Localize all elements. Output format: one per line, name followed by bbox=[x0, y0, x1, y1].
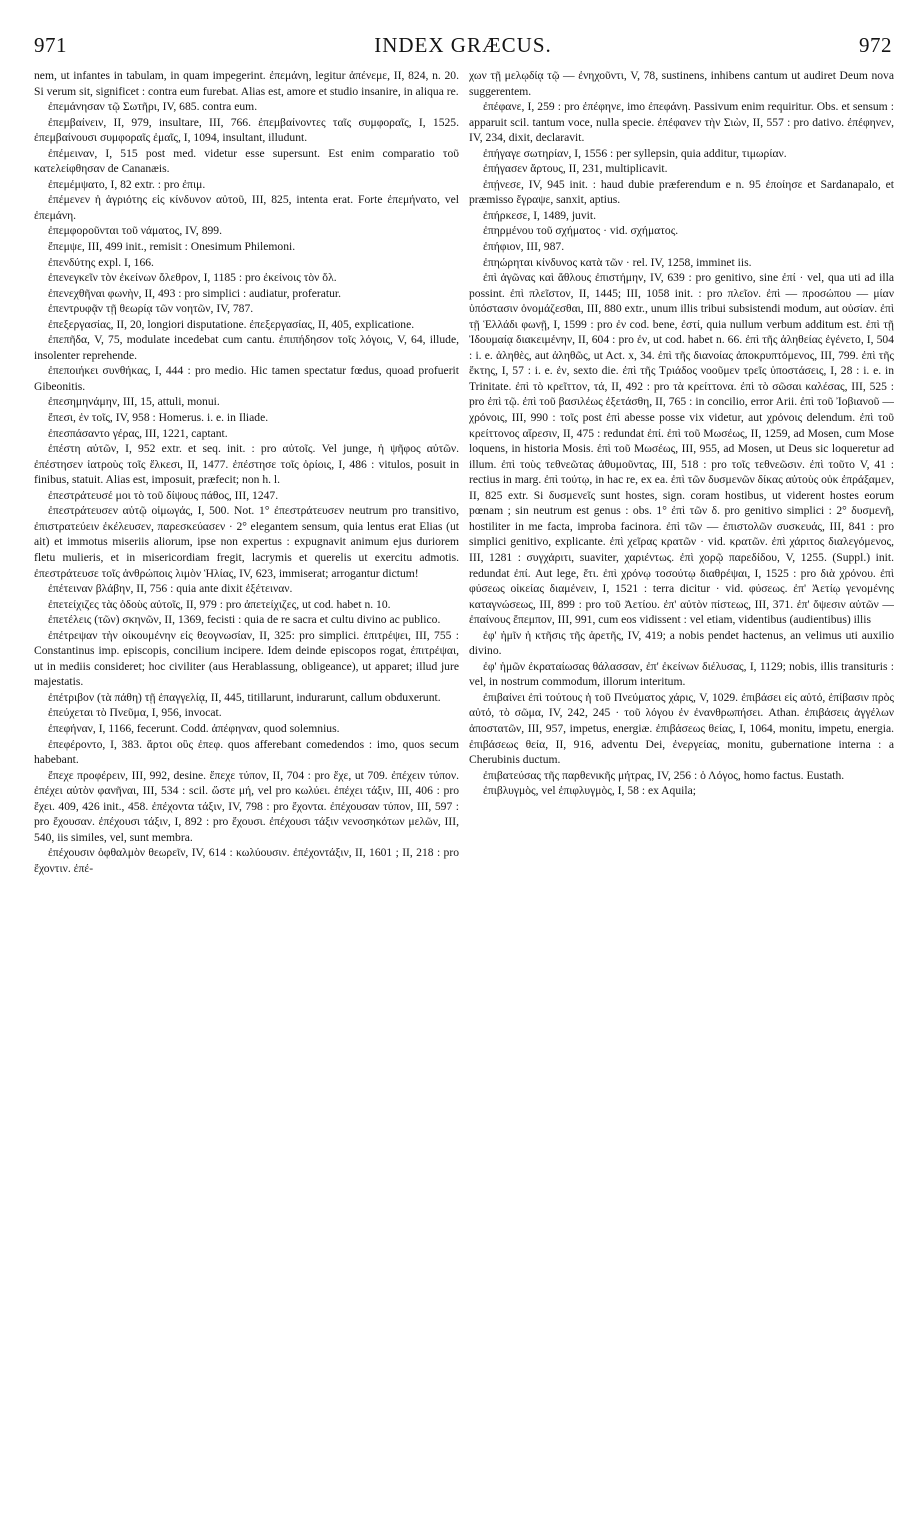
index-entry: ἐπεμβαίνειν, II, 979, insultare, III, 766. ἐπεμβαίνοντες ταῖς συμφοραῖς, I, 1525. ἐπεμβαίνουσι συμφοραῖς ἐμαῖς, I, 1094, insultant, illudunt. bbox=[34, 115, 459, 145]
index-entry: ἐπεστράτευσέ μοι τὸ τοῦ δίψους πάθος, III, 1247. bbox=[48, 488, 279, 502]
index-entry: ἐπιβατεύσας τῆς παρθενικῆς μήτρας, IV, 256 : ὁ Λόγος, homo factus. Eustath. bbox=[483, 768, 845, 782]
index-entry: ἐπενεγκεῖν τὸν ἐκείνων ὄλεθρον, I, 1185 : pro ἐκείνοις τὸν ὄλ. bbox=[48, 271, 337, 285]
index-entry: ἐφ' ἡμῖν ἡ κτῆσις τῆς ἀρετῆς, IV, 419; a nobis pendet hactenus, an velimus uti auxilio divino. bbox=[469, 628, 894, 658]
index-entry: ἐπήφιον, III, 987. bbox=[483, 240, 565, 254]
running-title: INDEX GRÆCUS. bbox=[374, 33, 552, 57]
index-entry: ἐπεσπάσαντο γέρας, III, 1221, captant. bbox=[48, 426, 228, 440]
index-entry: ἐπεπῆδα, V, 75, modulate incedebat cum cantu. ἐπιπήδησον τοῖς λόγοις, V, 64, illude, insolenter reprehende. bbox=[34, 333, 459, 362]
index-entry: ἐπέμειναν, I, 515 post med. videtur esse supersunt. Est enim comparatio τοῦ κατελείφθησαν de Cananæis. bbox=[34, 146, 459, 176]
index-entry: ἐπέφανε, I, 259 : pro ἐπέφηνε, imo ἐπεφάνη. Passivum enim requiritur. Obs. et sensum : apparuit scil. tantum voce, nulla specie. ἐπέφανεν τὴν Σιὼν, II, 557 : pro dativo. ἐπέφηνεν, IV, 234, dixit, declaravit. bbox=[469, 100, 894, 145]
index-entry: ἐπήγαγε σωτηρίαν, I, 1556 : per syllepsin, quia additur, τιμωρίαν. bbox=[483, 146, 787, 160]
left-column bbox=[34, 68, 459, 1528]
index-entry: χων τῇ μελῳδίᾳ τῷ — ἐνηχοῦντι, V, 78, sustinens, inhibens cantum ut audiret Deum nova suggerentem. bbox=[469, 69, 894, 98]
index-entry: ἐπήρκεσε, I, 1489, juvit. bbox=[483, 208, 596, 222]
index-entry: ἐπέτριβον (τὰ πάθη) τῇ ἐπαγγελίᾳ, II, 445, titillarunt, indurarunt, callum obduxerunt. bbox=[48, 690, 441, 704]
index-entry: ἐπεστράτευσεν αὐτῷ οἰμωγάς, I, 500. Not. 1° ἐπεστράτευσεν neutrum pro transitivo, ἐπιστρατεύειν ἐκέλευσεν, παρεσκεύασεν · 2° elegantem sensum, quia lentus erat Elias (ut ait) et immotus miseriis aliorum, ipse non expertus : expugnavit animum ejus duriorem fletu mulieris, et in misericordiam fregit, lacrymis et querelis ut exercitu admotis. ἐπεστράτευσε τοῖς ἀνθρώποις λιμὸν Ἡλίας, IV, 623, immiserat; arrogantur dictum! bbox=[34, 504, 459, 580]
index-entry: ἐπὶ ἀγῶνας καὶ ἄθλους ἐπιστήμην, IV, 639 : pro genitivo, sine ἐπί · vel, qua uti ad illa possint. ἐπὶ πλεῖστον, II, 1445; III, 1058 init. : pro πλεῖον. ἐπὶ — προσώπου — μίαν ὑπόστασιν ὀνομάζεσθαι, III, 880 extr., unum illis tribui subsistendi modum, aut οὐσίαν. ἐπὶ τῇ Ἑλλάδι φωνῇ, I, 1599 : pro ἐν cod. bene, ἐστί, quia nullum verbum additum est. ἐπὶ τῇ Ἰδουμαίᾳ διακειμένην, II, 604 : pro ἐν, ut cod. habet n. 66. ἐπὶ τῆς ἀληθείας ἐγένετο, I, 504 : i. e. ἀληθὲς, aut ἀληθῶς, ut Act. x, 34. ἐπὶ τῆς διανοίας ἀποκρυπτόμενος, III, 799. ἐπὶ τῆς ἕκτης, I, 57 : i. e. ἐν, sexto die. ἐπὶ τῆς Τριάδος νοοῦμεν τρεῖς ὑποστάσεις, I, 28 : i. e. in Trinitate. ἐπὶ τὸ κρεῖττον, τά, II, 492 : pro τὰ κρείττονα. ἐπὶ τὸ σῶσαι καλέσας, III, 525 : pro ἐπὶ τῷ. ἐπὶ τοῦ βασιλέως ἐξετάσθη, II, 765 : in concilio, error Arii. ἐπὶ τοῦ Ἰοβιανοῦ — χρόνοις, III, 990 : τοῖς post ἐπὶ abesse posse vix videtur, aut χρόνοις delendum. ἐπὶ τοῦ κρείττονος αἵρεσιν, II, 475 : redundat ἐπί. ἐπὶ τοῦ Μωσέως, II, 1259, ad Mosen, cum Mose loquens, in historia Mosis. ἐπὶ τοῦ Μωσέως, III, 955, ad Mosen, ut Deus sic loqueretur ad illum. ἐπὶ τοὺς τεθνεῶτας ἀθυμοῦντας, III, 518 : pro τοῖς τεθνεῶσιν. ἐπὶ τοῦτο V, 41 : rectius in marg. ἐπὶ τούτῳ, in hac re, ex ea. ἐπὶ τῶν δυσμενῶν δίκας αὐτοὺς οὐκ ἐπράξαμεν, II, 825 extr. Si δυσμενεῖς sunt hostes, sign. coram hostibus, ut viderent hostes eorum pœnam ; sin neutrum est genus : obs. 1° ἐπὶ τῶν δ. pro genitivo simplici : 2° δυσμενῆ, hostiliter in me facta, improba facinora. ἐπὶ τῶν — ἐπιστολῶν συσκευάς, III, 841 : pro simplici genitivo, explicante. ἐπὶ χεῖρας κρατῶν · vid. κρατῶν. ἐπὶ χάριτος διαλεγόμενος, III, 1281 : συγχάριτι, suaviter, χαριέντως. ἐπὶ χορῷ παρεδίδου, V, 1255. (Suppl.) init. redundat ἐπί. Aut lege, ἔτι. ἐπὶ χρόνῳ τοσούτῳ διαθρέψαι, I, 1525 : pro διὰ χρόνου. ἐπὶ φύσεως οἰκείας διαμένειν, I, 1521 : terra dicitur · vid. φύσεως. ἐπ' Ἀετίῳ γενομένης καταγνώσεως, III, 899 : pro τοῦ Ἀετίου. ἐπ' αὐτὸν πίστεως, III, 371. ἐπ' ὄψεσιν αὐτῶν — ἐπαίνους ἔπεμπον, III, 991, cum eos vidissent : vel etiam, videntibus (audientibus) illis bbox=[469, 271, 894, 627]
index-entry: ἐπεποιήκει συνθήκας, I, 444 : pro medio. Hic tamen spectatur fœdus, quoad profuerit Gibeonitis. bbox=[34, 364, 459, 393]
index-entry: ἐπῄνεσε, IV, 945 init. : haud dubie præferendum e n. 95 ἐποίησε et Sardanapalo, et præmisso ἔγραψε, sanxit, aptius. bbox=[469, 177, 894, 207]
page-header bbox=[34, 33, 892, 63]
index-entry: ἐπεντρυφᾷν τῇ θεωρίᾳ τῶν νοητῶν, IV, 787. bbox=[48, 302, 254, 316]
index-entry: ἐπεφέροντο, I, 383. ἄρτοι οὓς ἐπεφ. quos afferebant comedendos : imo, quos secum habebant. bbox=[34, 737, 459, 767]
page-number-right: 972 bbox=[859, 33, 892, 57]
index-entry: ἐπετέλεις (τῶν) σκηνῶν, II, 1369, fecisti : quia de re sacra et cultu divino ac publico. bbox=[48, 613, 441, 627]
index-entry: ἐπέστη αὐτῶν, I, 952 extr. et seq. init. : pro αὐτοῖς. Vel junge, ἡ ψῆφος αὐτῶν. ἐπέστησεν ἰατροὺς τοῖς ἕλκεσι, II, 1477. ἐπέστησε τοῖς ὁρίοις, I, 486 : vitulos, posuit in finibus, statuit. Alias est, imposuit, præfecit; non h. l. bbox=[34, 442, 459, 487]
index-entry: ἐπέμενεν ἡ ἀγριότης εἰς κίνδυνον αὐτοῦ, III, 825, intenta erat. Forte ἐπεμήνατο, vel ἐπεμάνη. bbox=[34, 193, 459, 222]
index-entry: ἔπεμψε, III, 499 init., remisit : Onesimum Philemoni. bbox=[48, 240, 296, 254]
index-entry: ἐπέχουσιν ὀφθαλμὸν θεωρεῖν, IV, 614 : κωλύουσιν. ἐπέχοντάξιν, II, 1601 ; II, 218 : pro ἔχοντιν. ἐπέ- bbox=[34, 846, 459, 875]
index-entry: ἐπενδύτης expl. I, 166. bbox=[48, 255, 154, 269]
index-entry: ἐπεσημηνάμην, III, 15, attuli, monui. bbox=[48, 395, 220, 409]
index-entry: ἔπεσι, ἐν τοῖς, IV, 958 : Homerus. i. e. in Iliade. bbox=[48, 411, 269, 425]
index-entry: ἐπέτρεψαν τὴν οἰκουμένην εἰς θεογνωσίαν, II, 325: pro simplici. ἐπιτρέψει, III, 755 : Constantinus imp. episcopis, concilium incipere. Idem deinde episcopos rogat, ἐπιτρέψαι, ut in mediis consideret; hoc civiliter (aus Herablassung, obligeance), ut apparet; illud jure majestatis. bbox=[34, 628, 459, 689]
index-entry: ἐπεμφοροῦνται τοῦ νάματος, IV, 899. bbox=[48, 224, 222, 238]
index-entry: ἐπεύχεται τὸ Πνεῦμα, I, 956, invocat. bbox=[48, 706, 222, 720]
index-entry: ἐφ' ἡμῶν ἐκραταίωσας θάλασσαν, ἐπ' ἐκείνων διέλυσας, I, 1129; nobis, illis transituris : vel, in nostrum commodum, illorum interitum. bbox=[469, 659, 894, 689]
index-entry: nem, ut infantes in tabulam, in quam impegerint. ἐπεμάνη, legitur ἀπένεμε, II, 824, n. 20. Si verum sit, significet : contra eum furebat. Alias est, amore et studio insanire, in aliqua re. bbox=[34, 69, 459, 98]
index-entry: ἐπιβαίνει ἐπὶ τούτους ἡ τοῦ Πνεύματος χάρις, V, 1029. ἐπιβάσει εἰς αὐτό, ἐπίβασιν πρὸς αὐτό, τὸ σῶμα, IV, 242, 245 · τοῦ λόγου ἐν ἐνανθρωπήσει. Athan. ἐπιβάσεις ἀγγέλων ἀποστατῶν, III, 957, impetus, energiæ. ἐπιβάσεως θείας, I, 1064, monitu, impetu, energia. ἐπιβάσεως θεία, II, 916, adventu Dei, ἐνεργείας, monitu, gubernatione interna : a Cherubinis ductum. bbox=[469, 690, 894, 767]
index-entry: ἐπιβλυγμὸς, vel ἐπιφλυγμὸς, I, 58 : ex Aquila; bbox=[483, 784, 696, 798]
index-entry: ἐπηρμένου τοῦ σχήματος · vid. σχήματος. bbox=[483, 224, 679, 238]
index-entry: ἐπετείχιζες τὰς ὁδοὺς αὐτοῖς, II, 979 : pro ἀπετείχιζες, ut cod. habet n. 10. bbox=[48, 597, 391, 611]
index-entry: ἐπεξεργασίας, II, 20, longiori disputatione. ἐπεξεργασίας, II, 405, explicatione. bbox=[48, 317, 415, 331]
index-entry: ἐπηώρηται κίνδυνος κατὰ τῶν · rel. IV, 1258, imminet iis. bbox=[483, 255, 752, 269]
page-number-left: 971 bbox=[34, 33, 67, 57]
index-entry: ἐπήγασεν ἄρτους, II, 231, multiplicavit. bbox=[483, 162, 668, 176]
index-entry: ἔπεχε προφέρειν, III, 992, desine. ἔπεχε τύπον, II, 704 : pro ἔχε, ut 709. ἐπέχειν τύπον. ἐπέχει αὐτὸν φανῆναι, III, 534 : scil. ὥστε μή, vel pro κωλύει. ἐπέχει τάξιν, III, 406 : pro ἔχει. 409, 426 init., 458. ἐπέχοντα τάξιν, IV, 798 : pro ἔχοντα. ἐπέχουσαν τύπον, III, 597 : pro ἔχουσαν. ἐπέχουσι τάξιν, I, 892 : pro ἔχουσι. ἐπέχουσι τάξιν νενοσηκότων μελῶν, III, 540, iis similes, vel, sunt membra. bbox=[34, 768, 459, 844]
right-column bbox=[469, 68, 894, 1528]
index-entry: ἐπεμέμψατο, I, 82 extr. : pro ἐπιμ. bbox=[48, 177, 206, 191]
index-entry: ἐπεφήναν, I, 1166, fecerunt. Codd. ἀπέφηναν, quod solemnius. bbox=[48, 721, 340, 735]
index-entry: ἐπενεχθῆναι φωνὴν, II, 493 : pro simplici : audiatur, proferatur. bbox=[48, 286, 342, 300]
index-entry: ἐπέτειναν βλάβην, II, 756 : quia ante dixit ἐξέτειναν. bbox=[48, 582, 293, 596]
index-entry: ἐπεμάνησαν τῷ Σωτῆρι, IV, 685. contra eum. bbox=[48, 100, 258, 114]
